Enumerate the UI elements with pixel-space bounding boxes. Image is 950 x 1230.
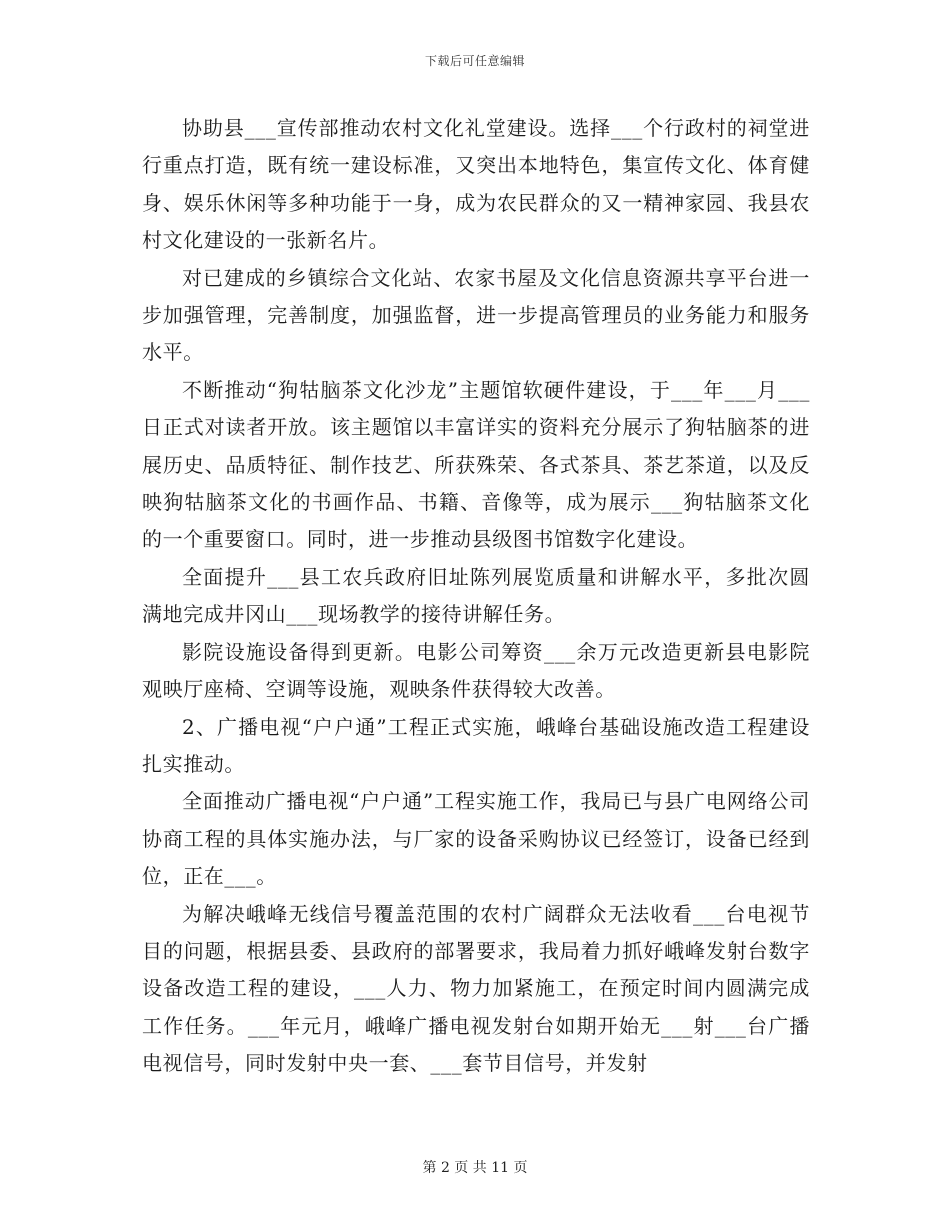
paragraph: 为解决峨峰无线信号覆盖范围的农村广阔群众无法收看___台电视节目的问题，根据县委、县政府的部署要求，我局着力抓好峨峰发射台数字设备改造工程的建设，___人力、物力加紧施工，在预定时间内圆满完成工作任务。___年元月，峨峰广播电视发射台如期开始无___射___台广播电视信号，同时发射中央一套、___套节目信号，并发射 xyxy=(142,901,810,1076)
document-body xyxy=(142,110,810,1083)
page-header: 下载后可任意编辑 xyxy=(424,54,525,68)
paragraph: 影院设施设备得到更新。电影公司筹资___余万元改造更新县电影院观映厅座椅、空调等设施，观映条件获得较大改善。 xyxy=(142,639,810,702)
paragraph: 对已建成的乡镇综合文化站、农家书屋及文化信息资源共享平台进一步加强管理，完善制度，加强监督，进一步提高管理员的业务能力和服务水平。 xyxy=(142,265,810,365)
page-number-footer: 第 2 页 共 11 页 xyxy=(422,1160,528,1176)
paragraph: 不断推动“狗牯脑茶文化沙龙”主题馆软硬件建设，于___年___月___日正式对读者开放。该主题馆以丰富详实的资料充分展示了狗牯脑茶的进展历史、品质特征、制作技艺、所获殊荣、各式茶具、茶艺茶道，以及反映狗牯脑茶文化的书画作品、书籍、音像等，成为展示___狗牯脑茶文化的一个重要窗口。同时，进一步推动县级图书馆数字化建设。 xyxy=(142,377,810,552)
paragraph: 协助县___宣传部推动农村文化礼堂建设。选择___个行政村的祠堂进行重点打造，既有统一建设标准，又突出本地特色，集宣传文化、体育健身、娱乐休闲等多种功能于一身，成为农民群众的又一精神家园、我县农村文化建设的一张新名片。 xyxy=(142,116,810,253)
paragraph: 全面推动广播电视“户户通”工程实施工作，我局已与县广电网络公司协商工程的具体实施办法，与厂家的设备采购协议已经签订，设备已经到位，正在___。 xyxy=(142,789,810,889)
section-heading-paragraph: 2、广播电视“户户通”工程正式实施，峨峰台基础设施改造工程建设扎实推动。 xyxy=(142,714,810,776)
paragraph: 全面提升___县工农兵政府旧址陈列展览质量和讲解水平，多批次圆满地完成井冈山___现场教学的接待讲解任务。 xyxy=(142,564,810,627)
